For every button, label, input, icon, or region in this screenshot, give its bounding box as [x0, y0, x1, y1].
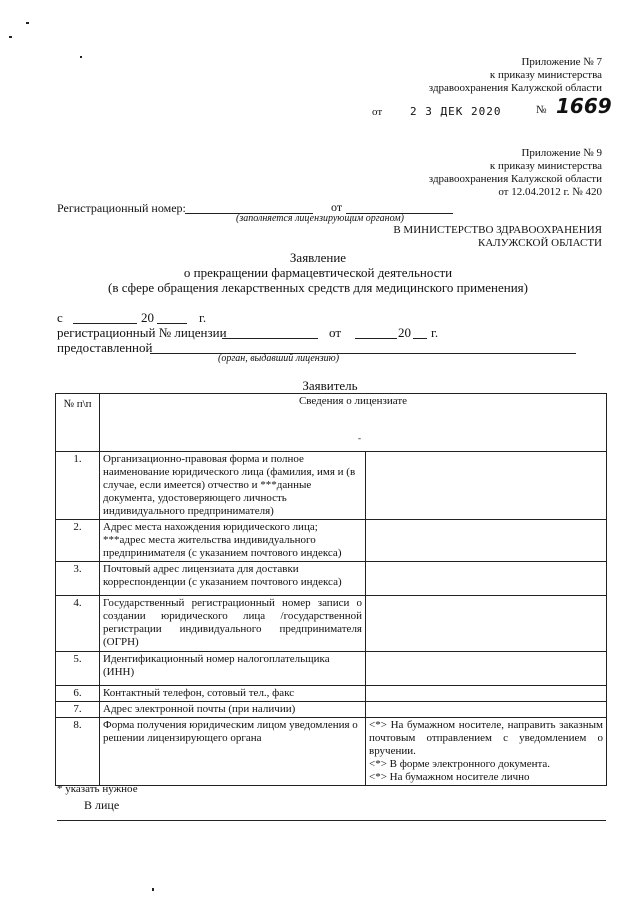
row-num: 2.	[56, 520, 100, 562]
registration-from-label: от	[331, 200, 343, 214]
row-num: 1.	[56, 452, 100, 520]
title-line2: о прекращении фармацевтической деятельности	[183, 265, 453, 280]
col-num-header: № п\п	[56, 394, 100, 452]
license-year: 20	[398, 325, 411, 340]
registration-note: (заполняется лицензирующим органом)	[236, 213, 404, 224]
since-year-field[interactable]	[157, 323, 187, 324]
row-value-options	[366, 718, 607, 786]
table-row	[56, 652, 607, 686]
row-label: Почтовый адрес лицензиата для доставки корреспонденции (с указанием почтового индекса)	[100, 562, 366, 596]
row-num: 6.	[56, 686, 100, 702]
appendix7-from-label: от	[372, 106, 383, 118]
addressee-line2: КАЛУЖСКОЙ ОБЛАСТИ	[478, 237, 602, 249]
row-label: Организационно-правовая форма и полное наименование юридического лица (фамилия, имя и (в случае, если имеется) отчество и ***данные документа, удостоверяющего личность индивидуального предпринимателя)	[100, 452, 366, 520]
row-num: 3.	[56, 562, 100, 596]
row-label: Адрес места нахождения юридического лица; ***адрес места жительства индивидуального предпринимателя (с указанием почтового индекса)	[100, 520, 366, 562]
granted-note: (орган, выдавший лицензию)	[218, 353, 340, 364]
addressee	[342, 224, 602, 250]
delivery-option-electronic[interactable]: <*> В форме электронного документа.	[369, 758, 551, 770]
scan-speck: -	[358, 433, 361, 443]
granted-label: предоставленной	[57, 340, 153, 355]
row-label: Государственный регистрационный номер записи о создании юридического лица /государственной регистрации индивидуального предпринимателя (ОГРН)	[100, 596, 366, 652]
row-num: 4.	[56, 596, 100, 652]
since-year: 20	[141, 310, 154, 325]
addressee-line1: В МИНИСТЕРСТВО ЗДРАВООХРАНЕНИЯ	[393, 224, 602, 236]
appendix7-num-label: №	[536, 104, 547, 116]
row-value-field[interactable]	[366, 702, 607, 718]
license-label: регистрационный № лицензии	[57, 325, 227, 340]
row-value-field[interactable]	[366, 652, 607, 686]
col-info-header	[100, 394, 607, 452]
document-title	[0, 250, 636, 295]
scan-speck	[9, 36, 12, 38]
col-info-header-text: Сведения о лицензиате	[298, 395, 408, 407]
date-stamp: 2 3 ДЕК 2020	[410, 105, 502, 118]
appendix7-line3: здравоохранения Калужской области	[428, 82, 602, 94]
registration-label: Регистрационный номер:	[57, 201, 186, 215]
row-value-field[interactable]	[366, 562, 607, 596]
scan-speck	[26, 22, 29, 24]
table-row	[56, 686, 607, 702]
table-row	[56, 562, 607, 596]
license-suffix: г.	[431, 325, 439, 340]
row-label: Форма получения юридическим лицом уведомления о решении лицензирующего органа	[100, 718, 366, 786]
row-label: Адрес электронной почты (при наличии)	[100, 702, 366, 718]
since-suffix: г.	[199, 310, 207, 325]
row-value-field[interactable]	[366, 596, 607, 652]
row-num: 7.	[56, 702, 100, 718]
table-header-row	[56, 394, 607, 452]
table-row	[56, 452, 607, 520]
scan-speck	[80, 56, 82, 58]
row-value-field[interactable]	[366, 686, 607, 702]
since-date-field[interactable]	[73, 323, 137, 324]
granted-by-field[interactable]	[150, 353, 576, 354]
scan-speck	[152, 888, 154, 891]
appendix7-block	[342, 56, 602, 95]
appendix9-line3: здравоохранения Калужской области	[428, 173, 602, 185]
table-row	[56, 520, 607, 562]
row-value-field[interactable]	[366, 452, 607, 520]
appendix9-line2: к приказу министерства	[489, 160, 602, 172]
footnote: * указать нужное	[57, 783, 138, 795]
row-label: Идентификационный номер налогоплательщика (ИНН)	[100, 652, 366, 686]
appendix9-block	[342, 147, 602, 199]
row-value-field[interactable]	[366, 520, 607, 562]
representative-field[interactable]	[57, 820, 606, 821]
title-line3: (в сфере обращения лекарственных средств для медицинского применения)	[108, 280, 528, 295]
licensee-table	[55, 393, 607, 786]
delivery-option-in-person[interactable]: <*> На бумажном носителе лично	[369, 771, 530, 783]
table-row	[56, 718, 607, 786]
table-row	[56, 596, 607, 652]
row-num: 8.	[56, 718, 100, 786]
license-year-field[interactable]	[413, 338, 427, 339]
appendix9-line4: от 12.04.2012 г. № 420	[498, 186, 602, 198]
appendix9-line1: Приложение № 9	[521, 147, 602, 159]
appendix7-line1: Приложение № 7	[521, 56, 602, 68]
title-line1: Заявление	[289, 250, 347, 265]
in-person-label: В лице	[84, 798, 120, 812]
license-number-field[interactable]	[222, 338, 318, 339]
handwritten-number: 1669	[556, 94, 612, 118]
license-from-label: от	[329, 325, 342, 340]
applicant-heading: Заявитель	[302, 378, 358, 393]
delivery-option-mail[interactable]: <*> На бумажном носителе, направить заказным почтовым отправлением с уведомлением о вручении.	[369, 719, 603, 757]
appendix7-line2: к приказу министерства	[489, 69, 602, 81]
since-label: с	[57, 310, 63, 325]
license-date-field[interactable]	[355, 338, 397, 339]
row-num: 5.	[56, 652, 100, 686]
row-label: Контактный телефон, сотовый тел., факс	[100, 686, 366, 702]
table-row	[56, 702, 607, 718]
